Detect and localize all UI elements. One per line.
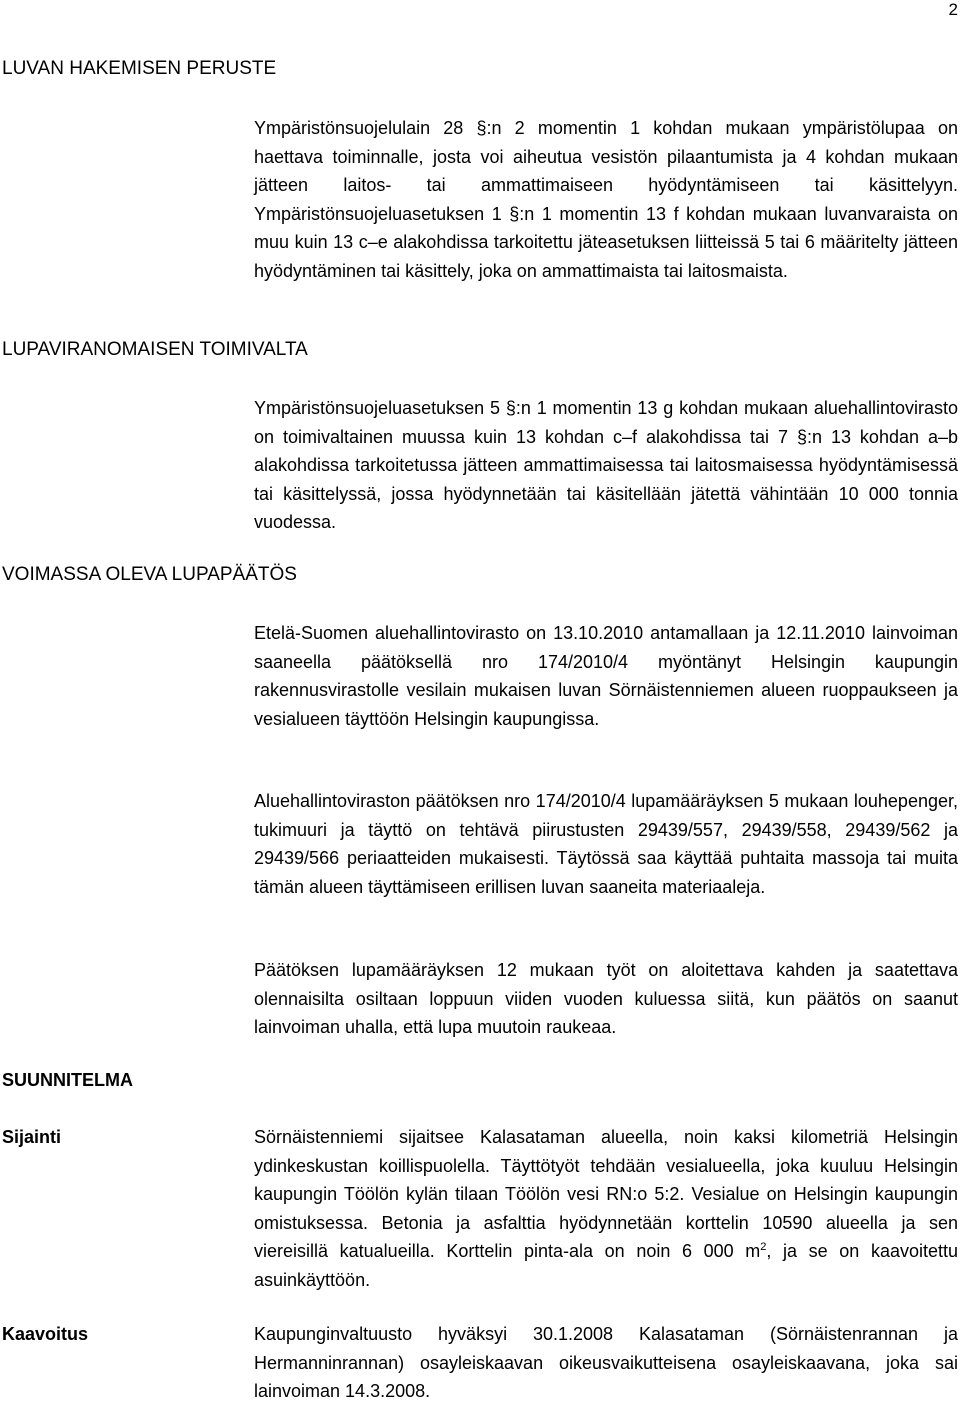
heading-lupaviranomaisen-toimivalta: LUPAVIRANOMAISEN TOIMIVALTA [2,339,308,360]
paragraph-kaavoitus: Kaupunginvaltuusto hyväksyi 30.1.2008 Kalasataman (Sörnäistenrannan ja Hermanninrannan) osayleiskaavan oikeusvaikutteisena osayleiskaavana, joka sai lainvoiman 14.3.2008. [254,1324,958,1401]
paragraph-toimivalta: Ympäristönsuojeluasetuksen 5 §:n 1 momentin 13 g kohdan mukaan aluehallintovirasto on toimivaltainen muussa kuin 13 kohdan c–f alakohdissa tai 7 §:n 13 kohdan a–b alakohdissa tarkoitetussa jätteen ammattimaisessa tai laitosmaisessa hyödyntämisessä tai käsittelyssä, jossa hyödynnetään tai käsitellään jätettä vähintään 10 000 tonnia vuodessa. [254,398,958,532]
heading-sijainti: Sijainti [2,1127,62,1147]
paragraph-lupapaatos-3: Päätöksen lupamääräyksen 12 mukaan työt on aloitettava kahden ja saatettava olennaisilta osiltaan loppuun viiden vuoden kuluessa siitä, kun päätös on saanut lainvoiman uhalla, että lupa muutoin raukeaa. [254,960,958,1037]
heading-suunnitelma: SUUNNITELMA [2,1070,133,1090]
paragraph-sijainti [254,1123,958,1294]
heading-voimassa-oleva-lupapaatos: VOIMASSA OLEVA LUPAPÄÄTÖS [2,564,297,585]
superscript-two: 2 [760,1241,767,1253]
heading-luvan-hakemisen-peruste: LUVAN HAKEMISEN PERUSTE [2,58,277,79]
sijainti-text-end: , ja se on kaavoitettu asuinkäyttöön. [254,1241,958,1290]
paragraph-lupapaatos-2: Aluehallintoviraston päätöksen nro 174/2010/4 lupamääräyksen 5 mukaan louhepenger, tukimuuri ja täyttö on tehtävä piirustusten 29439/557, 29439/558, 29439/562 ja 29439/566 periaatteiden mukaisesti. Täytössä saa käyttää puhtaita massoja tai muita tämän alueen täyttämiseen erillisen luvan saaneita materiaaleja. [254,791,958,897]
page-number: 2 [948,0,958,19]
paragraph-lupapaatos-1: Etelä-Suomen aluehallintovirasto on 13.10.2010 antamallaan ja 12.11.2010 lainvoiman saaneella päätöksellä nro 174/2010/4 myöntänyt Helsingin kaupungin rakennusvirastolle vesilain mukaisen luvan Sörnäistenniemen alueen ruoppaukseen ja vesialueen täyttöön Helsingin kaupungissa. [254,623,958,729]
heading-kaavoitus: Kaavoitus [2,1324,89,1344]
paragraph-peruste: Ympäristönsuojelulain 28 §:n 2 momentin 1 kohdan mukaan ympäristölupaa on haettava toiminnalle, josta voi aiheutua vesistön pilaantumista ja 4 kohdan mukaan jätteen laitos- tai ammattimaiseen hyödyntämiseen tai käsittelyyn. Ympäristönsuojeluasetuksen 1 §:n 1 momentin 13 f kohdan mukaan luvanvaraista on muu kuin 13 c–e alakohdissa tarkoitettu jäteasetuksen liitteissä 5 tai 6 määritelty jätteen hyödyntäminen tai käsittely, joka on ammattimaista tai laitosmaista. [254,118,958,281]
sijainti-text: Sörnäistenniemi sijaitsee Kalasataman alueella, noin kaksi kilometriä Helsingin ydinkeskustan koillispuolella. Täyttötyöt tehdään vesialueella, joka kuuluu Helsingin kaupungin Töölön kylän tilaan Töölön vesi RN:o 5:2. Vesialue on Helsingin kaupungin omistuksessa. Betonia ja asfalttia hyödynnetään korttelin 10590 alueella ja sen viereisillä katualueilla. Korttelin pinta-ala on noin 6 000 m [254,1127,958,1261]
